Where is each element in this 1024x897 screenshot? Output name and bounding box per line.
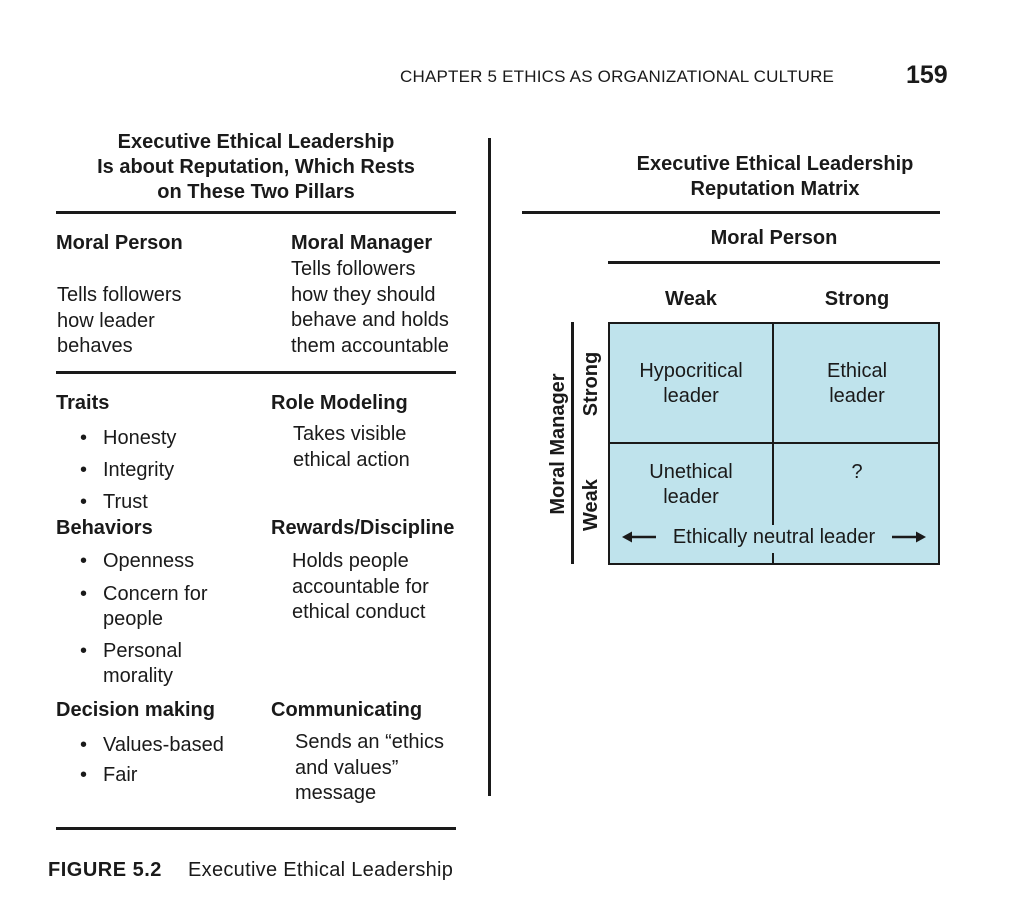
matrix-top-rule <box>522 211 940 214</box>
communicating-text <box>295 730 444 807</box>
communicating-line: message <box>295 782 377 804</box>
moral-manager-heading: Moral Manager <box>291 232 433 254</box>
moral-person-heading: Moral Person <box>56 232 183 254</box>
col-axis-rule <box>608 261 940 264</box>
role-modeling-line: ethical action <box>293 448 410 471</box>
list-item <box>56 607 208 633</box>
left-bottom-rule <box>56 827 456 830</box>
moral-manager-line: them accountable <box>291 334 449 357</box>
moral-manager-line: how they should <box>291 283 436 306</box>
col-weak-label: Weak <box>665 288 717 310</box>
cell-unethical-leader <box>608 460 774 510</box>
list-item: • Integrity <box>56 454 176 486</box>
rewards-line: accountable for <box>292 575 429 598</box>
list-item: • Openness <box>80 550 195 572</box>
cell-line: Hypocritical <box>639 360 743 382</box>
list-item: • Concern for <box>80 582 208 605</box>
row-weak-label: Weak <box>580 479 602 531</box>
communicating-heading: Communicating <box>271 699 423 721</box>
neutral-leader-label: Ethically neutral leader <box>672 526 876 548</box>
role-modeling-text <box>293 422 410 473</box>
left-title-line-1: Executive Ethical Leadership <box>117 131 395 153</box>
traits-heading: Traits <box>56 392 110 414</box>
matrix-title-line-1: Executive Ethical Leadership <box>636 153 914 175</box>
behavior-text: Openness <box>103 550 195 572</box>
behavior-text: Concern for <box>103 582 208 605</box>
running-header-chapter: CHAPTER 5 ETHICS AS ORGANIZATIONAL CULTURE <box>400 67 835 86</box>
role-modeling-line: Takes visible <box>293 423 407 445</box>
moral-person-text <box>57 283 181 360</box>
cell-line: leader <box>663 385 719 407</box>
moral-person-line: Tells followers <box>57 284 182 306</box>
matrix-title-line-2: Reputation Matrix <box>690 178 860 200</box>
communicating-line: Sends an “ethics <box>295 731 444 753</box>
left-panel-title <box>56 130 456 205</box>
cell-unknown <box>774 460 940 485</box>
behavior-text: Personal <box>103 639 182 662</box>
cell-line: ? <box>851 461 863 483</box>
behaviors-list <box>56 549 208 690</box>
list-item: • Personal <box>80 639 182 662</box>
moral-manager-text <box>291 257 449 359</box>
role-modeling-heading: Role Modeling <box>271 392 408 414</box>
rewards-line: ethical conduct <box>292 601 426 623</box>
cell-line: Unethical <box>649 461 733 483</box>
right-arrow-icon <box>892 530 926 544</box>
left-title-line-2: Is about Reputation, Which Rests <box>97 156 415 178</box>
row-strong-label: Strong <box>580 351 602 417</box>
traits-list <box>56 422 176 518</box>
rewards-line: Holds people <box>292 550 409 572</box>
col-strong-label: Strong <box>824 288 890 310</box>
left-top-rule <box>56 211 456 214</box>
rewards-text <box>292 549 429 626</box>
list-item: • Fair <box>56 760 224 790</box>
left-middle-rule <box>56 371 456 374</box>
list-item: • Honesty <box>56 422 176 454</box>
decision-heading: Decision making <box>56 699 215 721</box>
behaviors-heading: Behaviors <box>56 517 153 539</box>
row-axis-label: Moral Manager <box>547 373 569 515</box>
cell-hypocritical-leader <box>608 359 774 409</box>
cell-ethical-leader <box>774 359 940 409</box>
decision-list <box>56 730 224 790</box>
list-item: • Trust <box>56 486 176 518</box>
rewards-heading: Rewards/Discipline <box>271 517 455 539</box>
moral-manager-line: Tells followers <box>291 258 416 280</box>
page-number: 159 <box>906 61 948 89</box>
cell-line: leader <box>829 385 885 407</box>
column-divider <box>488 138 491 796</box>
behavior-text: people <box>103 608 164 630</box>
communicating-line: and values” <box>295 756 399 779</box>
moral-person-line: how leader <box>57 309 155 332</box>
list-item <box>56 664 208 690</box>
col-axis-label: Moral Person <box>710 227 838 249</box>
grid-horizontal-line <box>608 442 940 444</box>
matrix-title <box>560 152 990 202</box>
cell-line: leader <box>663 486 719 508</box>
cell-line: Ethical <box>826 360 888 382</box>
list-item: • Values-based <box>56 730 224 760</box>
left-title-line-3: on These Two Pillars <box>157 181 355 203</box>
moral-manager-line: behave and holds <box>291 309 449 331</box>
figure-label: FIGURE 5.2 <box>48 859 162 881</box>
behavior-text: morality <box>103 665 174 687</box>
moral-person-line: behaves <box>57 335 133 357</box>
figure-caption: Executive Ethical Leadership <box>188 859 454 881</box>
